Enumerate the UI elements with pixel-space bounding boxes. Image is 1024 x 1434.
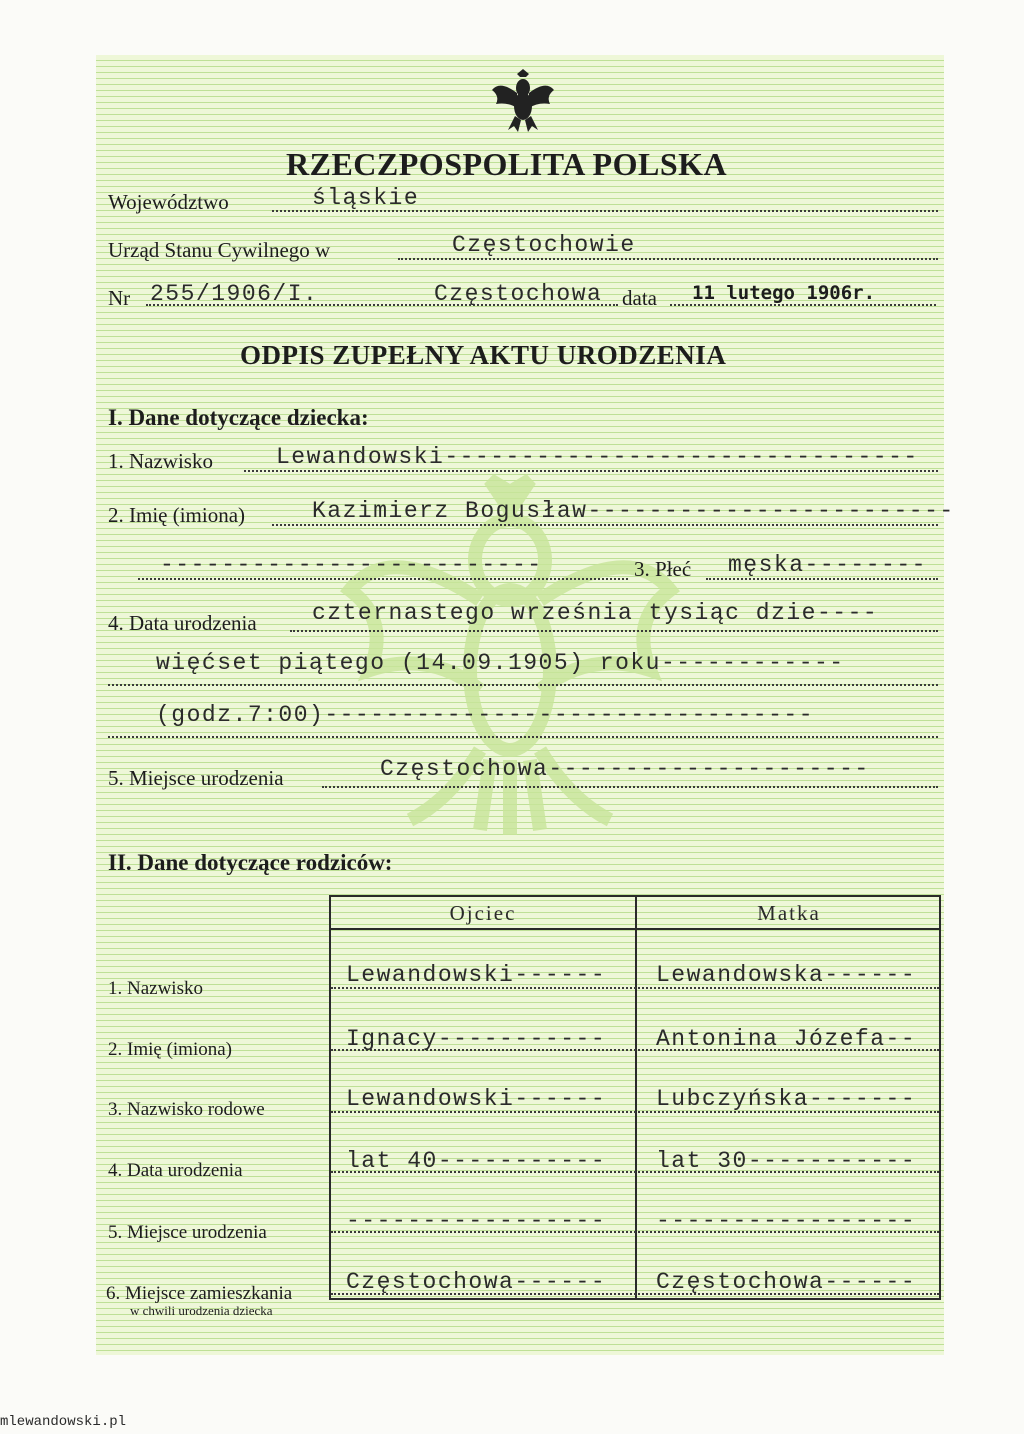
child-birthdate-label: 4. Data urodzenia bbox=[108, 611, 257, 635]
parent-row-label-1: 1. Nazwisko bbox=[108, 978, 203, 999]
child-birthdate-line1: czternastego września tysiąc dzie---- bbox=[312, 600, 879, 626]
mother-column-header: Matka bbox=[757, 901, 821, 925]
child-birthdate-line2: więćset piątego (14.09.1905) roku------------ bbox=[156, 650, 845, 676]
parent-row-label-6: 6. Miejsce zamieszkania bbox=[106, 1283, 293, 1304]
father-birthplace: ----------------- bbox=[346, 1208, 607, 1234]
child-birthdate-dots2 bbox=[108, 684, 938, 686]
parents-section-heading: II. Dane dotyczące rodziców: bbox=[108, 850, 393, 875]
father-surname: Lewandowski------ bbox=[346, 962, 607, 988]
nr-value: 255/1906/I. bbox=[150, 281, 319, 307]
child-birthplace-value: Częstochowa--------------------- bbox=[380, 756, 870, 782]
mother-maiden-name: Lubczyńska------- bbox=[656, 1086, 917, 1112]
place-value: Częstochowa bbox=[434, 281, 603, 307]
parent-row-label-2: 2. Imię (imiona) bbox=[108, 1039, 232, 1060]
child-names-value: Kazimierz Bogusław------------------------ bbox=[312, 498, 955, 524]
child-sex-dots bbox=[706, 578, 938, 580]
date-label: data bbox=[622, 286, 657, 310]
parent-row-sublabel-6: w chwili urodzenia dziecka bbox=[130, 1303, 273, 1318]
office-value: Częstochowie bbox=[452, 232, 636, 258]
parent-row-label-3: 3. Nazwisko rodowe bbox=[108, 1099, 265, 1120]
mother-birthplace: ----------------- bbox=[656, 1208, 917, 1234]
child-birthplace-dots bbox=[322, 786, 938, 788]
child-names-dots bbox=[272, 524, 938, 526]
child-surname-dots bbox=[244, 470, 938, 472]
father-names: Ignacy----------- bbox=[346, 1026, 607, 1052]
parent-row-label-5: 5. Miejsce urodzenia bbox=[108, 1222, 267, 1243]
child-birthdate-dots3 bbox=[108, 736, 938, 738]
office-dots bbox=[398, 258, 938, 260]
country-title: RZECZPOSPOLITA POLSKA bbox=[286, 146, 728, 182]
mother-surname: Lewandowska------ bbox=[656, 962, 917, 988]
child-surname-value: Lewandowski------------------------------- bbox=[276, 444, 919, 470]
office-label: Urząd Stanu Cywilnego w bbox=[108, 238, 331, 262]
date-value: 11 lutego 1906r. bbox=[692, 282, 876, 304]
child-birthdate-line3: (godz.7:00)-------------------------------- bbox=[156, 702, 814, 728]
child-line2-value: ------------------------- bbox=[160, 552, 543, 578]
eagle-emblem-icon bbox=[490, 68, 556, 134]
child-names-label: 2. Imię (imiona) bbox=[108, 503, 246, 527]
mother-names: Antonina Józefa-- bbox=[656, 1026, 917, 1052]
child-birthplace-label: 5. Miejsce urodzenia bbox=[108, 766, 284, 790]
parent-row-label-4: 4. Data urodzenia bbox=[108, 1160, 243, 1181]
mother-birthdate: lat 30----------- bbox=[656, 1148, 917, 1174]
mother-residence: Częstochowa------ bbox=[656, 1269, 917, 1295]
voivodeship-label: Województwo bbox=[108, 190, 229, 214]
child-section-heading: I. Dane dotyczące dziecka: bbox=[108, 405, 369, 430]
child-birthdate-dots1 bbox=[290, 630, 938, 632]
child-sex-label: 3. Płeć bbox=[634, 557, 692, 581]
site-watermark: mlewandowski.pl bbox=[0, 1414, 127, 1430]
child-sex-value: męska-------- bbox=[728, 552, 927, 578]
date-dots bbox=[670, 304, 936, 306]
nr-label: Nr bbox=[108, 286, 131, 310]
father-column-header: Ojciec bbox=[449, 901, 517, 925]
father-maiden-name: Lewandowski------ bbox=[346, 1086, 607, 1112]
document-title: ODPIS ZUPEŁNY AKTU URODZENIA bbox=[240, 340, 727, 370]
child-surname-label: 1. Nazwisko bbox=[108, 449, 213, 473]
father-residence: Częstochowa------ bbox=[346, 1269, 607, 1295]
father-birthdate: lat 40----------- bbox=[346, 1148, 607, 1174]
voivodeship-value: śląskie bbox=[312, 185, 420, 211]
child-line2-dots bbox=[138, 578, 628, 580]
